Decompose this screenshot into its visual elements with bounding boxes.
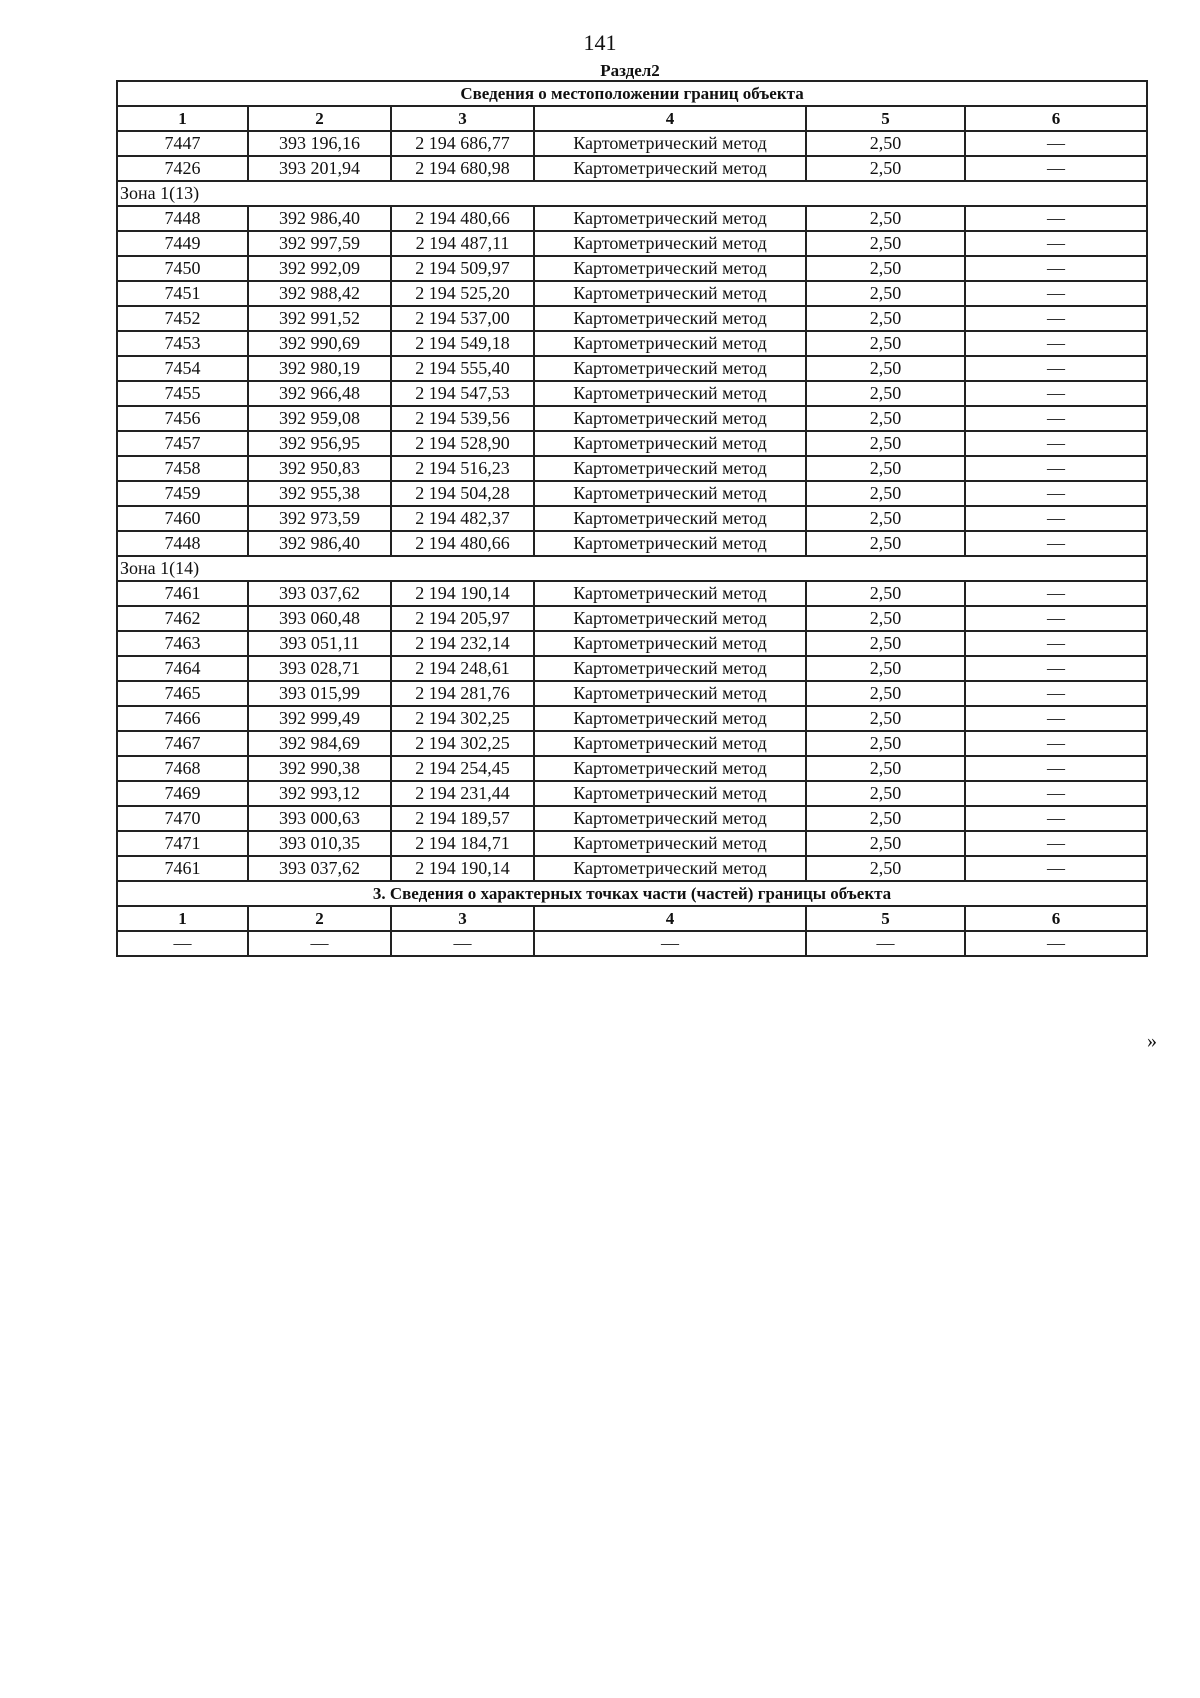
table-row	[117, 531, 1147, 556]
zone-row	[117, 181, 1147, 206]
table-cell: 2,50	[806, 481, 965, 506]
table-cell: Картометрический метод	[534, 206, 806, 231]
table-cell: Картометрический метод	[534, 281, 806, 306]
table-cell: 2 194 547,53	[391, 381, 534, 406]
table-cell: —	[965, 356, 1147, 381]
page-number: 141	[583, 30, 617, 55]
table-cell: —	[965, 781, 1147, 806]
table-row	[117, 406, 1147, 431]
table-cell: 393 196,16	[248, 131, 391, 156]
table-cell: —	[965, 631, 1147, 656]
table-cell: 2,50	[806, 706, 965, 731]
table-cell: 2 194 680,98	[391, 156, 534, 181]
table-cell: Картометрический метод	[534, 681, 806, 706]
table-cell: 7448	[117, 206, 248, 231]
table-cell: 7468	[117, 756, 248, 781]
column-header: 4	[534, 106, 806, 131]
table-cell: 7426	[117, 156, 248, 181]
column-header: 2	[248, 906, 391, 931]
table-cell: 2 194 537,00	[391, 306, 534, 331]
table-row	[117, 431, 1147, 456]
table-cell: Картометрический метод	[534, 481, 806, 506]
table-cell: 7463	[117, 631, 248, 656]
table-cell: Картометрический метод	[534, 806, 806, 831]
table-cell: 7450	[117, 256, 248, 281]
table-cell: 2,50	[806, 806, 965, 831]
table-cell: Картометрический метод	[534, 231, 806, 256]
table-cell: 7448	[117, 531, 248, 556]
table-cell: 2,50	[806, 756, 965, 781]
table-row	[117, 256, 1147, 281]
table-cell: —	[965, 331, 1147, 356]
table-cell: 393 037,62	[248, 856, 391, 881]
table-cell: 2,50	[806, 631, 965, 656]
table-row	[117, 356, 1147, 381]
column-header: 6	[965, 106, 1147, 131]
table-row	[117, 281, 1147, 306]
table-cell: 2,50	[806, 506, 965, 531]
table-cell: 392 959,08	[248, 406, 391, 431]
table-cell: 392 966,48	[248, 381, 391, 406]
table-cell: 7469	[117, 781, 248, 806]
table-cell: 7458	[117, 456, 248, 481]
table-cell: 2,50	[806, 581, 965, 606]
table-cell: 2,50	[806, 456, 965, 481]
table-cell: 2 194 482,37	[391, 506, 534, 531]
table-cell: 392 988,42	[248, 281, 391, 306]
table-cell: 2,50	[806, 831, 965, 856]
table-cell: 392 956,95	[248, 431, 391, 456]
table-cell: 2 194 516,23	[391, 456, 534, 481]
table-cell: —	[965, 831, 1147, 856]
table-cell: —	[965, 381, 1147, 406]
table-cell: 7453	[117, 331, 248, 356]
table-cell: 7452	[117, 306, 248, 331]
table-row	[117, 481, 1147, 506]
table-cell: 2,50	[806, 206, 965, 231]
table-cell: 2 194 248,61	[391, 656, 534, 681]
table-cell: 2 194 281,76	[391, 681, 534, 706]
table-cell: 393 201,94	[248, 156, 391, 181]
table-cell: Картометрический метод	[534, 781, 806, 806]
table-cell: —	[391, 931, 534, 956]
column-header: 2	[248, 106, 391, 131]
table-cell: 2 194 231,44	[391, 781, 534, 806]
table-cell: 2,50	[806, 156, 965, 181]
table-cell: Картометрический метод	[534, 306, 806, 331]
table-cell: Картометрический метод	[534, 631, 806, 656]
table-cell: 2,50	[806, 531, 965, 556]
table-cell: 392 986,40	[248, 206, 391, 231]
table-cell: —	[965, 931, 1147, 956]
table-cell: 2 194 480,66	[391, 206, 534, 231]
table-cell: 393 010,35	[248, 831, 391, 856]
table-cell: —	[965, 506, 1147, 531]
table-cell: 7470	[117, 806, 248, 831]
table-cell: Картометрический метод	[534, 756, 806, 781]
column-header: 5	[806, 106, 965, 131]
table-cell: 2 194 555,40	[391, 356, 534, 381]
table-cell: Картометрический метод	[534, 356, 806, 381]
table-title: Сведения о местоположении границ объекта	[117, 81, 1147, 106]
table-row	[117, 581, 1147, 606]
zone-row	[117, 556, 1147, 581]
table-cell: 392 990,69	[248, 331, 391, 356]
table-cell: —	[965, 581, 1147, 606]
table-cell: 2 194 686,77	[391, 131, 534, 156]
table-cell: 7461	[117, 581, 248, 606]
column-header: 4	[534, 906, 806, 931]
closing-quote: »	[1147, 1030, 1157, 1052]
table-cell: 2,50	[806, 656, 965, 681]
table-cell: 2 194 480,66	[391, 531, 534, 556]
table-cell: Картометрический метод	[534, 456, 806, 481]
table-cell: 2,50	[806, 131, 965, 156]
table-cell: Картометрический метод	[534, 656, 806, 681]
table-cell: —	[965, 681, 1147, 706]
table-cell: Картометрический метод	[534, 256, 806, 281]
table-cell: 2,50	[806, 381, 965, 406]
table-row	[117, 331, 1147, 356]
table-cell: Картометрический метод	[534, 131, 806, 156]
table-cell: 2 194 525,20	[391, 281, 534, 306]
table-cell: 7464	[117, 656, 248, 681]
table-cell: 2 194 254,45	[391, 756, 534, 781]
table-cell: 7460	[117, 506, 248, 531]
table-cell: 2,50	[806, 356, 965, 381]
table-cell: 2 194 302,25	[391, 706, 534, 731]
table-cell: 392 980,19	[248, 356, 391, 381]
table-row	[117, 931, 1147, 956]
table-cell: —	[534, 931, 806, 956]
table-cell: —	[965, 231, 1147, 256]
table-cell: 2,50	[806, 231, 965, 256]
table-cell: —	[965, 306, 1147, 331]
column-header: 6	[965, 906, 1147, 931]
table-cell: 392 997,59	[248, 231, 391, 256]
table-cell: 392 984,69	[248, 731, 391, 756]
table-row	[117, 706, 1147, 731]
table-cell: 393 015,99	[248, 681, 391, 706]
table-cell: —	[965, 606, 1147, 631]
table-row	[117, 131, 1147, 156]
column-header: 1	[117, 906, 248, 931]
table-cell: Картометрический метод	[534, 831, 806, 856]
table-cell: 393 000,63	[248, 806, 391, 831]
table-cell: 2,50	[806, 406, 965, 431]
table-cell: Картометрический метод	[534, 731, 806, 756]
table-row	[117, 206, 1147, 231]
table-cell: 392 990,38	[248, 756, 391, 781]
table-row	[117, 381, 1147, 406]
table-cell: 7456	[117, 406, 248, 431]
section3-title-row	[117, 881, 1147, 906]
table-cell: 2 194 190,14	[391, 856, 534, 881]
table-row	[117, 781, 1147, 806]
table-cell: —	[965, 206, 1147, 231]
table-cell: 393 051,11	[248, 631, 391, 656]
table-row	[117, 831, 1147, 856]
table-row	[117, 731, 1147, 756]
table-cell: 393 037,62	[248, 581, 391, 606]
table-cell: 7462	[117, 606, 248, 631]
table-cell: Картометрический метод	[534, 581, 806, 606]
table-row	[117, 606, 1147, 631]
table-cell: Картометрический метод	[534, 431, 806, 456]
table-cell: Картометрический метод	[534, 156, 806, 181]
table-row	[117, 756, 1147, 781]
table-cell: 2,50	[806, 281, 965, 306]
section3-header-row	[117, 906, 1147, 931]
table-cell: 7466	[117, 706, 248, 731]
column-header: 3	[391, 906, 534, 931]
table-cell: 7471	[117, 831, 248, 856]
boundary-table	[116, 80, 1148, 957]
table-cell: 2 194 487,11	[391, 231, 534, 256]
table-cell: —	[965, 406, 1147, 431]
table-cell: 2,50	[806, 781, 965, 806]
table-cell: 393 060,48	[248, 606, 391, 631]
table-cell: 392 999,49	[248, 706, 391, 731]
table-cell: 7451	[117, 281, 248, 306]
table-cell: Картометрический метод	[534, 381, 806, 406]
table-cell: 2 194 189,57	[391, 806, 534, 831]
column-header: 1	[117, 106, 248, 131]
table-cell: 2,50	[806, 256, 965, 281]
table-cell: 393 028,71	[248, 656, 391, 681]
table-cell: —	[965, 481, 1147, 506]
table-cell: 2 194 302,25	[391, 731, 534, 756]
table-row	[117, 856, 1147, 881]
table-cell: 7459	[117, 481, 248, 506]
column-header: 3	[391, 106, 534, 131]
table-cell: —	[965, 806, 1147, 831]
table-cell: 2 194 190,14	[391, 581, 534, 606]
table-row	[117, 156, 1147, 181]
table-cell: 7449	[117, 231, 248, 256]
table-cell: 2,50	[806, 331, 965, 356]
table-title-row	[117, 81, 1147, 106]
table-cell: 2,50	[806, 606, 965, 631]
table-cell: Картометрический метод	[534, 531, 806, 556]
table-cell: 2 194 549,18	[391, 331, 534, 356]
table-cell: 2 194 232,14	[391, 631, 534, 656]
table-cell: 2 194 205,97	[391, 606, 534, 631]
table-cell: 7455	[117, 381, 248, 406]
table-cell: 7457	[117, 431, 248, 456]
table-cell: 2,50	[806, 681, 965, 706]
table-cell: —	[248, 931, 391, 956]
table-cell: —	[965, 156, 1147, 181]
table-cell: Картометрический метод	[534, 331, 806, 356]
table-cell: 7467	[117, 731, 248, 756]
table-row	[117, 456, 1147, 481]
table-cell: 7454	[117, 356, 248, 381]
column-header: 5	[806, 906, 965, 931]
table-cell: —	[965, 856, 1147, 881]
table-cell: —	[117, 931, 248, 956]
table-cell: 392 973,59	[248, 506, 391, 531]
table-row	[117, 506, 1147, 531]
column-header-row	[117, 106, 1147, 131]
table-cell: 7465	[117, 681, 248, 706]
table-row	[117, 306, 1147, 331]
table-cell: Картометрический метод	[534, 706, 806, 731]
table-cell: 2 194 528,90	[391, 431, 534, 456]
table-row	[117, 231, 1147, 256]
table-cell: —	[965, 256, 1147, 281]
zone-label: Зона 1(13)	[117, 181, 1147, 206]
table-cell: 7447	[117, 131, 248, 156]
table-cell: —	[965, 531, 1147, 556]
table-row	[117, 806, 1147, 831]
table-cell: 392 986,40	[248, 531, 391, 556]
table-cell: —	[965, 756, 1147, 781]
table-cell: —	[806, 931, 965, 956]
table-cell: 392 993,12	[248, 781, 391, 806]
table-cell: 7461	[117, 856, 248, 881]
table-row	[117, 631, 1147, 656]
table-cell: 2,50	[806, 306, 965, 331]
table-cell: —	[965, 131, 1147, 156]
table-cell: 2 194 539,56	[391, 406, 534, 431]
table-cell: —	[965, 431, 1147, 456]
table-cell: 2,50	[806, 431, 965, 456]
table-cell: Картометрический метод	[534, 856, 806, 881]
table-cell: 2 194 184,71	[391, 831, 534, 856]
table-cell: —	[965, 656, 1147, 681]
table-cell: 2,50	[806, 731, 965, 756]
section-label: Раздел2	[600, 61, 660, 80]
table-cell: 392 992,09	[248, 256, 391, 281]
table-cell: —	[965, 281, 1147, 306]
section3-title: 3. Сведения о характерных точках части (частей) границы объекта	[117, 881, 1147, 906]
table-row	[117, 656, 1147, 681]
table-cell: 2,50	[806, 856, 965, 881]
table-cell: Картометрический метод	[534, 406, 806, 431]
table-cell: —	[965, 456, 1147, 481]
zone-label: Зона 1(14)	[117, 556, 1147, 581]
table-row	[117, 681, 1147, 706]
table-cell: 392 991,52	[248, 306, 391, 331]
table-cell: 2 194 509,97	[391, 256, 534, 281]
table-cell: 2 194 504,28	[391, 481, 534, 506]
table-cell: 392 950,83	[248, 456, 391, 481]
table-cell: Картометрический метод	[534, 506, 806, 531]
table-cell: 392 955,38	[248, 481, 391, 506]
table-cell: Картометрический метод	[534, 606, 806, 631]
table-cell: —	[965, 706, 1147, 731]
table-cell: —	[965, 731, 1147, 756]
